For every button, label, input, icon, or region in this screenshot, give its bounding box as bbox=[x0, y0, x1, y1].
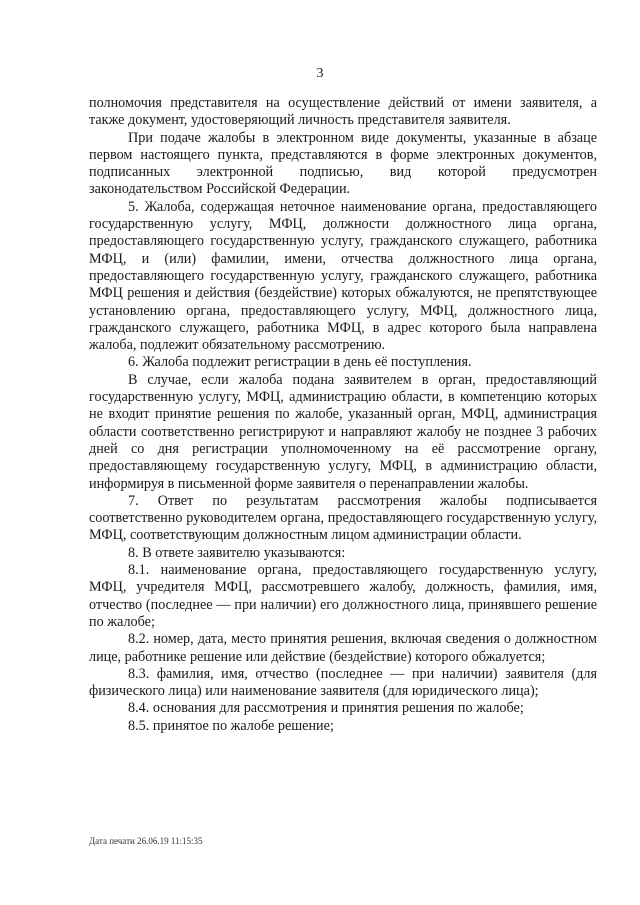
paragraph-continuation: полномочия представителя на осуществление действий от имени заявителя, а также документ, удостоверяющий личность представителя заявителя. bbox=[89, 95, 597, 129]
paragraph-item-8-4: 8.4. основания для рассмотрения и принятия решения по жалобе; bbox=[128, 700, 524, 717]
paragraph-item-8-2: 8.2. номер, дата, место принятия решения, включая сведения о должностном лице, работнике решение или действие (бездействие) которого обжалуется; bbox=[89, 631, 597, 665]
paragraph-item-8-5: 8.5. принятое по жалобе решение; bbox=[128, 717, 334, 734]
document-body bbox=[89, 95, 597, 735]
paragraph-item-5: 5. Жалоба, содержащая неточное наименование органа, предоставляющего государственную услугу, МФЦ, должности должностного лица органа, предоставляющего государственную услугу, гражданского служащего, работника МФЦ, и (или) фамилии, имени, отчества должностного лица органа, предоставляющего государственную услугу, гражданского служащего, работника МФЦ решения и действия (бездействие) которых обжалуются, не препятствующее установлению органа, предоставляющего услугу, МФЦ, должностного лица, гражданского служащего, работника МФЦ, в адрес которого была направлена жалоба, подлежит обязательному рассмотрению. bbox=[89, 198, 597, 354]
paragraph-electronic-submission: При подаче жалобы в электронном виде документы, указанные в абзаце первом настоящего пункта, представляются в форме электронных документов, подписанных электронной подписью, вид которой предусмотрен законодательством Российской Федерации. bbox=[89, 129, 597, 198]
paragraph-item-8: 8. В ответе заявителю указываются: bbox=[128, 544, 346, 561]
paragraph-item-6: 6. Жалоба подлежит регистрации в день её поступления. bbox=[128, 354, 472, 371]
paragraph-redirection: В случае, если жалоба подана заявителем в орган, предоставляющий государственную услугу, МФЦ, администрацию области, в компетенцию которых не входит принятие решения по жалобе, указанный орган, МФЦ, администрация области соответственно регистрируют и направляют жалобу не позднее 3 рабочих дней со дня регистрации уполномоченному на её рассмотрение органу, предоставляющему государственную услугу, МФЦ, в администрацию области, информируя в письменной форме заявителя о перенаправлении жалобы. bbox=[89, 371, 597, 492]
page-number: 3 bbox=[316, 66, 324, 81]
print-date: Дата печати 26.06.19 11:15:35 bbox=[89, 836, 203, 846]
paragraph-item-7: 7. Ответ по результатам рассмотрения жалобы подписывается соответственно руководителем органа, предоставляющего государственную услугу, МФЦ, соответствующим должностным лицом администрации области. bbox=[89, 492, 597, 544]
paragraph-item-8-3: 8.3. фамилия, имя, отчество (последнее — при наличии) заявителя (для физического лица) или наименование заявителя (для юридического лица); bbox=[89, 665, 597, 700]
paragraph-item-8-1: 8.1. наименование органа, предоставляющего государственную услугу, МФЦ, учредителя МФЦ, рассмотревшего жалобу, должность, фамилия, имя, отчество (последнее — при наличии) его должностного лица, принявшего решение по жалобе; bbox=[89, 562, 597, 630]
